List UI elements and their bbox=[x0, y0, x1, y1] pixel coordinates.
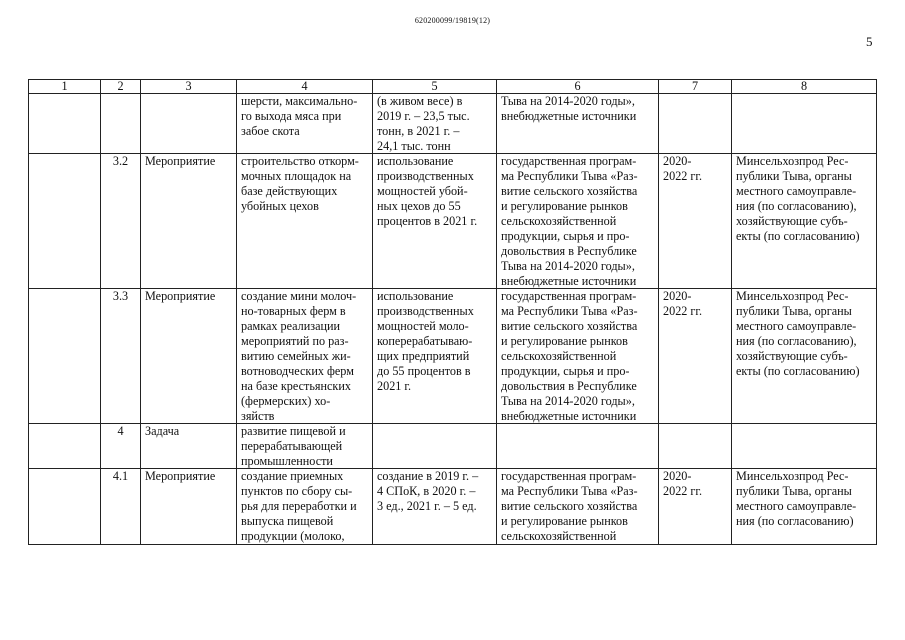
cell-target bbox=[373, 289, 497, 424]
cell-col-1 bbox=[29, 469, 101, 545]
column-header-7: 7 bbox=[659, 80, 732, 94]
cell-description bbox=[237, 424, 373, 469]
cell-responsible bbox=[732, 289, 877, 424]
cell-text bbox=[33, 289, 96, 423]
column-header-8: 8 bbox=[732, 80, 877, 94]
cell-funding-source bbox=[497, 154, 659, 289]
cell-text bbox=[33, 154, 96, 288]
cell-text: 2020- 2022 гг. bbox=[663, 469, 703, 498]
cell-funding-source bbox=[497, 469, 659, 545]
cell-item-type bbox=[141, 94, 237, 154]
cell-text: Минсельхозпрод Рес- публики Тыва, органы местного самоуправле- ния (по согласованию), хозяйствующие субъ- екты (по согласованию) bbox=[736, 289, 860, 378]
page-number: 5 bbox=[866, 34, 873, 49]
cell-text: 3.3 bbox=[112, 289, 129, 303]
table-row bbox=[29, 154, 877, 289]
table-row bbox=[29, 289, 877, 424]
cell-col-1 bbox=[29, 289, 101, 424]
cell-description bbox=[237, 154, 373, 289]
table-row bbox=[29, 94, 877, 154]
cell-text: создание мини молоч- но-товарных ферм в рамках реализации мероприятий по раз- витию семейных жи- вотноводческих ферм на базе крестьянских (фермерских) хо- зяйств bbox=[241, 289, 357, 423]
cell-period bbox=[659, 469, 732, 545]
cell-text bbox=[33, 469, 96, 544]
cell-text: строительство откорм- мочных площадок на базе действующих убойных цехов bbox=[241, 154, 359, 213]
cell-text: государственная програм- ма Республики Тыва «Раз- витие сельского хозяйства и регулирование рынков сельскохозяйственной продукции, сырья и про- довольствия в Республике Тыва на 2014-2020 годы», внебюджетные источники bbox=[501, 289, 638, 423]
cell-text bbox=[663, 94, 727, 153]
cell-text: Задача bbox=[145, 424, 180, 438]
cell-text bbox=[736, 94, 872, 153]
cell-item-type bbox=[141, 154, 237, 289]
cell-text bbox=[663, 424, 727, 468]
cell-text bbox=[377, 424, 492, 468]
cell-item-number bbox=[101, 424, 141, 469]
column-header-3: 3 bbox=[141, 80, 237, 94]
cell-responsible bbox=[732, 154, 877, 289]
cell-text: создание приемных пунктов по сбору сы- рья для переработки и выпуска пищевой продукции (молоко, bbox=[241, 469, 357, 543]
cell-item-type bbox=[141, 469, 237, 545]
cell-target bbox=[373, 469, 497, 545]
cell-period bbox=[659, 424, 732, 469]
cell-target bbox=[373, 424, 497, 469]
cell-text: создание в 2019 г. – 4 СПоК, в 2020 г. – 3 ед., 2021 г. – 5 ед. bbox=[377, 469, 479, 513]
cell-col-1 bbox=[29, 94, 101, 154]
cell-text: 4 bbox=[117, 424, 124, 438]
cell-text: 4.1 bbox=[112, 469, 129, 483]
cell-text: развитие пищевой и перерабатывающей промышленности bbox=[241, 424, 346, 468]
cell-text: Минсельхозпрод Рес- публики Тыва, органы местного самоуправле- ния (по согласованию) bbox=[736, 469, 857, 528]
cell-text: Мероприятие bbox=[145, 154, 216, 168]
column-header-6: 6 bbox=[497, 80, 659, 94]
cell-funding-source bbox=[497, 94, 659, 154]
cell-text bbox=[33, 94, 96, 153]
cell-text: Мероприятие bbox=[145, 289, 216, 303]
measures-table bbox=[28, 79, 877, 545]
cell-text bbox=[33, 424, 96, 468]
cell-text: 2020- 2022 гг. bbox=[663, 154, 703, 183]
cell-description bbox=[237, 289, 373, 424]
column-header-1: 1 bbox=[29, 80, 101, 94]
cell-period bbox=[659, 94, 732, 154]
cell-text bbox=[105, 94, 136, 153]
cell-item-type bbox=[141, 289, 237, 424]
cell-text: использование производственных мощностей моло- коперерабатываю- щих предприятий до 55 процентов в 2021 г. bbox=[377, 289, 474, 393]
cell-text: государственная програм- ма Республики Тыва «Раз- витие сельского хозяйства и регулирование рынков сельскохозяйственной bbox=[501, 469, 638, 543]
cell-text bbox=[145, 94, 232, 153]
cell-text: Минсельхозпрод Рес- публики Тыва, органы местного самоуправле- ния (по согласованию), хозяйствующие субъ- екты (по согласованию) bbox=[736, 154, 860, 243]
cell-col-1 bbox=[29, 424, 101, 469]
cell-funding-source bbox=[497, 424, 659, 469]
cell-period bbox=[659, 289, 732, 424]
column-header-4: 4 bbox=[237, 80, 373, 94]
cell-target bbox=[373, 154, 497, 289]
cell-responsible bbox=[732, 424, 877, 469]
cell-text: государственная програм- ма Республики Тыва «Раз- витие сельского хозяйства и регулирование рынков сельскохозяйственной продукции, сырья и про- довольствия в Республике Тыва на 2014-2020 годы», внебюджетные источники bbox=[501, 154, 638, 288]
cell-description bbox=[237, 94, 373, 154]
cell-text: Тыва на 2014-2020 годы», внебюджетные источники bbox=[501, 94, 637, 123]
cell-responsible bbox=[732, 94, 877, 154]
cell-responsible bbox=[732, 469, 877, 545]
cell-item-number bbox=[101, 154, 141, 289]
cell-item-number bbox=[101, 469, 141, 545]
table-row bbox=[29, 424, 877, 469]
cell-funding-source bbox=[497, 289, 659, 424]
document-code: 620200099/19819(12) bbox=[414, 16, 491, 25]
cell-item-number bbox=[101, 289, 141, 424]
cell-text: шерсти, максимально- го выхода мяса при забое скота bbox=[241, 94, 358, 138]
cell-text: (в живом весе) в 2019 г. – 23,5 тыс. тонн, в 2021 г. – 24,1 тыс. тонн bbox=[377, 94, 470, 153]
table-row bbox=[29, 469, 877, 545]
cell-text: использование производственных мощностей убой- ных цехов до 55 процентов в 2021 г. bbox=[377, 154, 478, 228]
cell-text: 3.2 bbox=[112, 154, 129, 168]
cell-item-type bbox=[141, 424, 237, 469]
cell-item-number bbox=[101, 94, 141, 154]
cell-col-1 bbox=[29, 154, 101, 289]
column-header-5: 5 bbox=[373, 80, 497, 94]
cell-text: Мероприятие bbox=[145, 469, 216, 483]
cell-text bbox=[501, 424, 654, 468]
cell-description bbox=[237, 469, 373, 545]
cell-text: 2020- 2022 гг. bbox=[663, 289, 703, 318]
column-header-2: 2 bbox=[101, 80, 141, 94]
cell-period bbox=[659, 154, 732, 289]
column-number-row bbox=[29, 80, 877, 94]
cell-target bbox=[373, 94, 497, 154]
cell-text bbox=[736, 424, 872, 468]
